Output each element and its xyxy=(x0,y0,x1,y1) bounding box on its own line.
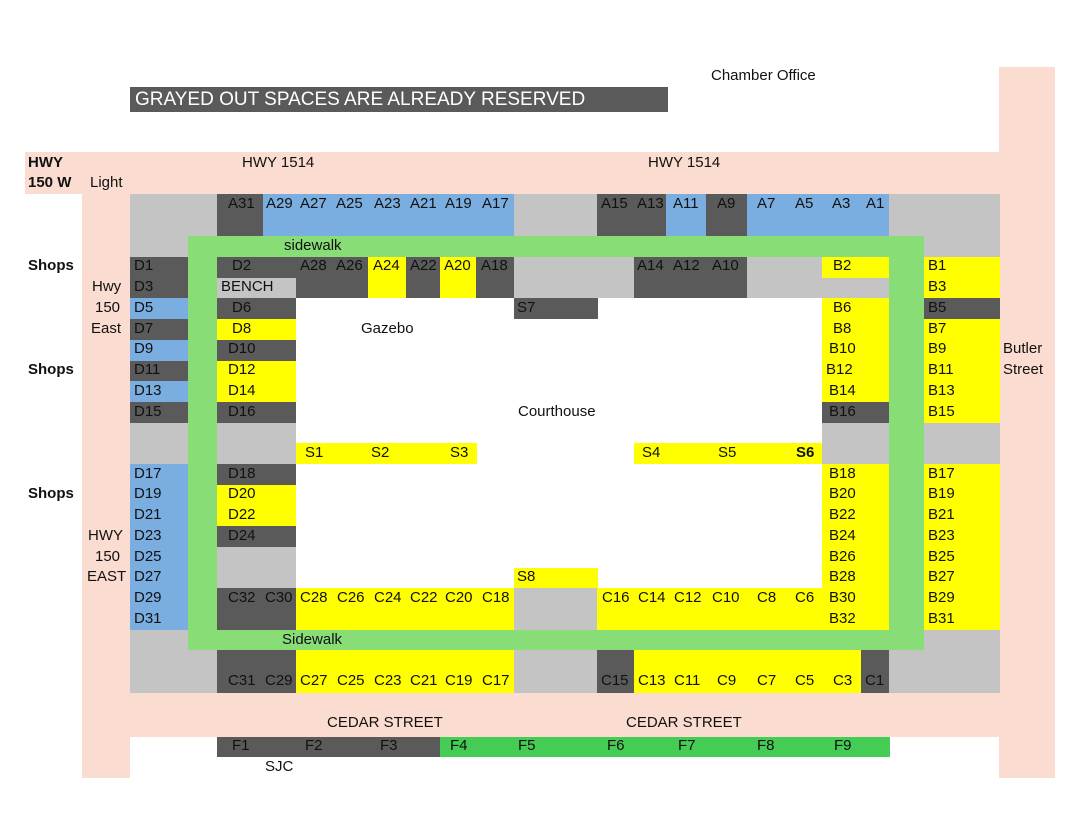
space-a15[interactable]: A15 xyxy=(601,195,628,212)
space-s5[interactable]: S5 xyxy=(718,444,737,461)
space-c18[interactable]: C18 xyxy=(482,589,510,606)
space-b15[interactable]: B15 xyxy=(928,403,955,420)
space-b19[interactable]: B19 xyxy=(928,485,955,502)
space-d3[interactable]: D3 xyxy=(134,278,154,295)
space-d29[interactable]: D29 xyxy=(134,589,162,606)
space-d27[interactable]: D27 xyxy=(134,568,162,585)
road-cedar-street xyxy=(82,693,1055,737)
space-d12[interactable]: D12 xyxy=(228,361,256,378)
space-d21[interactable]: D21 xyxy=(134,506,162,523)
light-label: Light xyxy=(90,174,123,191)
space-d5[interactable]: D5 xyxy=(134,299,154,316)
block-f1-f3[interactable] xyxy=(217,737,440,757)
space-f1[interactable]: F1 xyxy=(232,737,250,754)
space-f3[interactable]: F3 xyxy=(380,737,398,754)
space-d19[interactable]: D19 xyxy=(134,485,162,502)
courthouse-label: Courthouse xyxy=(518,403,596,420)
space-b1[interactable]: B1 xyxy=(928,257,947,274)
space-c10[interactable]: C10 xyxy=(712,589,740,606)
sidewalk-label-bottom: Sidewalk xyxy=(282,631,343,648)
space-d23[interactable]: D23 xyxy=(134,527,162,544)
hwy-1514-label-left: HWY 1514 xyxy=(242,154,315,171)
space-c11[interactable]: C11 xyxy=(674,672,701,689)
space-b27[interactable]: B27 xyxy=(928,568,955,585)
space-a5[interactable]: A5 xyxy=(795,195,814,212)
space-b6[interactable]: B6 xyxy=(833,299,852,316)
hwy-150-east-b-1: HWY xyxy=(88,527,123,544)
hwy-150-east-a-1: Hwy xyxy=(92,278,122,295)
space-a10[interactable]: A10 xyxy=(712,257,739,274)
space-d8[interactable]: D8 xyxy=(232,320,252,337)
space-c28[interactable]: C28 xyxy=(300,589,328,606)
space-b8[interactable]: B8 xyxy=(833,320,852,337)
space-c24[interactable]: C24 xyxy=(374,589,402,606)
sidewalk-label-top: sidewalk xyxy=(284,237,342,254)
space-f5[interactable]: F5 xyxy=(518,737,536,754)
space-d15[interactable]: D15 xyxy=(134,403,162,420)
bench-label: BENCH xyxy=(221,278,274,295)
space-c31[interactable]: C31 xyxy=(228,672,256,689)
space-a7[interactable]: A7 xyxy=(757,195,776,212)
space-a22[interactable]: A22 xyxy=(410,257,437,274)
space-a14[interactable]: A14 xyxy=(637,257,664,274)
space-c21[interactable]: C21 xyxy=(410,672,438,689)
space-b13[interactable]: B13 xyxy=(928,382,955,399)
space-c16[interactable]: C16 xyxy=(602,589,630,606)
space-a31[interactable]: A31 xyxy=(228,195,255,212)
space-a12[interactable]: A12 xyxy=(673,257,700,274)
space-a11[interactable]: A11 xyxy=(673,195,699,212)
space-b17[interactable]: B17 xyxy=(928,465,955,482)
space-c13[interactable]: C13 xyxy=(638,672,666,689)
space-c25[interactable]: C25 xyxy=(337,672,365,689)
space-b14[interactable]: B14 xyxy=(829,382,856,399)
space-a9[interactable]: A9 xyxy=(717,195,736,212)
space-c14[interactable]: C14 xyxy=(638,589,666,606)
space-d20[interactable]: D20 xyxy=(228,485,256,502)
hwy-150-w-label-1: HWY xyxy=(28,154,63,171)
space-c9[interactable]: C9 xyxy=(717,672,737,689)
space-c1[interactable]: C1 xyxy=(865,672,885,689)
space-c26[interactable]: C26 xyxy=(337,589,365,606)
space-d9[interactable]: D9 xyxy=(134,340,154,357)
space-b18[interactable]: B18 xyxy=(829,465,856,482)
hwy-150-east-b-3: EAST xyxy=(87,568,127,585)
space-c23[interactable]: C23 xyxy=(374,672,402,689)
space-s4[interactable]: S4 xyxy=(642,444,661,461)
space-c5[interactable]: C5 xyxy=(795,672,815,689)
space-c29[interactable]: C29 xyxy=(265,672,293,689)
space-b24[interactable]: B24 xyxy=(829,527,856,544)
hwy-150-east-a-3: East xyxy=(91,320,122,337)
block-f4-f9[interactable] xyxy=(440,737,890,757)
space-s1[interactable]: S1 xyxy=(305,444,324,461)
chamber-office-label: Chamber Office xyxy=(711,67,816,84)
space-c27[interactable]: C27 xyxy=(300,672,328,689)
space-b28[interactable]: B28 xyxy=(829,568,856,585)
space-c6[interactable]: C6 xyxy=(795,589,815,606)
space-b5[interactable]: B5 xyxy=(928,299,947,316)
space-c15[interactable]: C15 xyxy=(601,672,629,689)
space-d2[interactable]: D2 xyxy=(232,257,252,274)
butler-street-label-2: Street xyxy=(1003,361,1044,378)
space-a28[interactable]: A28 xyxy=(300,257,327,274)
hwy-1514-label-right: HWY 1514 xyxy=(648,154,721,171)
space-s7[interactable]: S7 xyxy=(517,299,536,316)
space-d25[interactable]: D25 xyxy=(134,548,162,565)
shops-label-2: Shops xyxy=(28,361,74,378)
space-d22[interactable]: D22 xyxy=(228,506,256,523)
space-c22[interactable]: C22 xyxy=(410,589,438,606)
space-d13[interactable]: D13 xyxy=(134,382,162,399)
space-a25[interactable]: A25 xyxy=(336,195,363,212)
reserved-banner: GRAYED OUT SPACES ARE ALREADY RESERVED xyxy=(130,87,668,112)
butler-street-label-1: Butler xyxy=(1003,340,1043,357)
space-a1[interactable]: A1 xyxy=(866,195,885,212)
space-f8[interactable]: F8 xyxy=(757,737,775,754)
sjc-label: SJC xyxy=(265,758,294,775)
space-a20[interactable]: A20 xyxy=(444,257,471,274)
space-d6[interactable]: D6 xyxy=(232,299,252,316)
road-hwy-1514 xyxy=(25,152,1055,194)
space-b29[interactable]: B29 xyxy=(928,589,955,606)
road-butler-street xyxy=(999,67,1055,778)
space-s6[interactable]: S6 xyxy=(796,444,815,461)
space-d7[interactable]: D7 xyxy=(134,320,154,337)
space-c17[interactable]: C17 xyxy=(482,672,510,689)
space-s2[interactable]: S2 xyxy=(371,444,390,461)
space-d11[interactable]: D11 xyxy=(134,361,161,378)
space-d1[interactable]: D1 xyxy=(134,257,154,274)
space-b2[interactable]: B2 xyxy=(833,257,852,274)
space-c12[interactable]: C12 xyxy=(674,589,702,606)
space-s3[interactable]: S3 xyxy=(450,444,469,461)
hwy-150-w-label-2: 150 W xyxy=(28,174,72,191)
space-a19[interactable]: A19 xyxy=(445,195,472,212)
space-f6[interactable]: F6 xyxy=(607,737,625,754)
space-a24[interactable]: A24 xyxy=(373,257,400,274)
space-b3[interactable]: B3 xyxy=(928,278,947,295)
space-f9[interactable]: F9 xyxy=(834,737,852,754)
shops-label-1: Shops xyxy=(28,257,74,274)
space-b7[interactable]: B7 xyxy=(928,320,947,337)
space-d8[interactable] xyxy=(217,319,296,340)
block-c13-c3[interactable] xyxy=(634,650,861,693)
space-b21[interactable]: B21 xyxy=(928,506,955,523)
space-a13[interactable]: A13 xyxy=(637,195,664,212)
cedar-street-label-left: CEDAR STREET xyxy=(327,714,443,731)
space-a3[interactable]: A3 xyxy=(832,195,851,212)
space-f4[interactable]: F4 xyxy=(450,737,468,754)
space-b32[interactable]: B32 xyxy=(829,610,856,627)
space-a26[interactable]: A26 xyxy=(336,257,363,274)
space-c3[interactable]: C3 xyxy=(833,672,853,689)
space-c32[interactable]: C32 xyxy=(228,589,256,606)
space-a23[interactable]: A23 xyxy=(374,195,401,212)
space-d31[interactable]: D31 xyxy=(134,610,162,627)
space-c7[interactable]: C7 xyxy=(757,672,777,689)
block-c16-c6[interactable] xyxy=(597,588,822,630)
space-d16[interactable]: D16 xyxy=(228,403,256,420)
road-hwy-150-east xyxy=(82,152,130,778)
space-b31[interactable]: B31 xyxy=(928,610,955,627)
space-a29[interactable]: A29 xyxy=(266,195,293,212)
space-b12[interactable]: B12 xyxy=(826,361,853,378)
space-c19[interactable]: C19 xyxy=(445,672,473,689)
space-c20[interactable]: C20 xyxy=(445,589,473,606)
space-d10[interactable]: D10 xyxy=(228,340,256,357)
gazebo-label: Gazebo xyxy=(361,320,414,337)
space-a18[interactable]: A18 xyxy=(481,257,508,274)
hwy-150-east-b-2: 150 xyxy=(95,548,121,565)
space-a21[interactable]: A21 xyxy=(410,195,437,212)
space-b9[interactable]: B9 xyxy=(928,340,947,357)
shops-label-3: Shops xyxy=(28,485,74,502)
space-d24[interactable]: D24 xyxy=(228,527,256,544)
space-c30[interactable]: C30 xyxy=(265,589,293,606)
space-b25[interactable]: B25 xyxy=(928,548,955,565)
space-d17[interactable]: D17 xyxy=(134,465,162,482)
space-b26[interactable]: B26 xyxy=(829,548,856,565)
space-a27[interactable]: A27 xyxy=(300,195,327,212)
space-d14[interactable]: D14 xyxy=(228,382,256,399)
space-f7[interactable]: F7 xyxy=(678,737,696,754)
space-b23[interactable]: B23 xyxy=(928,527,955,544)
space-f2[interactable]: F2 xyxy=(305,737,323,754)
space-b10[interactable]: B10 xyxy=(829,340,856,357)
space-d18[interactable]: D18 xyxy=(228,465,256,482)
space-b20[interactable]: B20 xyxy=(829,485,856,502)
space-b16[interactable]: B16 xyxy=(829,403,856,420)
space-b11[interactable]: B11 xyxy=(928,361,954,378)
space-d6[interactable] xyxy=(217,298,296,319)
hwy-150-east-a-2: 150 xyxy=(95,299,121,316)
cedar-street-label-right: CEDAR STREET xyxy=(626,714,742,731)
space-s8[interactable]: S8 xyxy=(517,568,536,585)
space-c8[interactable]: C8 xyxy=(757,589,777,606)
space-b22[interactable]: B22 xyxy=(829,506,856,523)
space-b30[interactable]: B30 xyxy=(829,589,856,606)
space-a17[interactable]: A17 xyxy=(482,195,509,212)
